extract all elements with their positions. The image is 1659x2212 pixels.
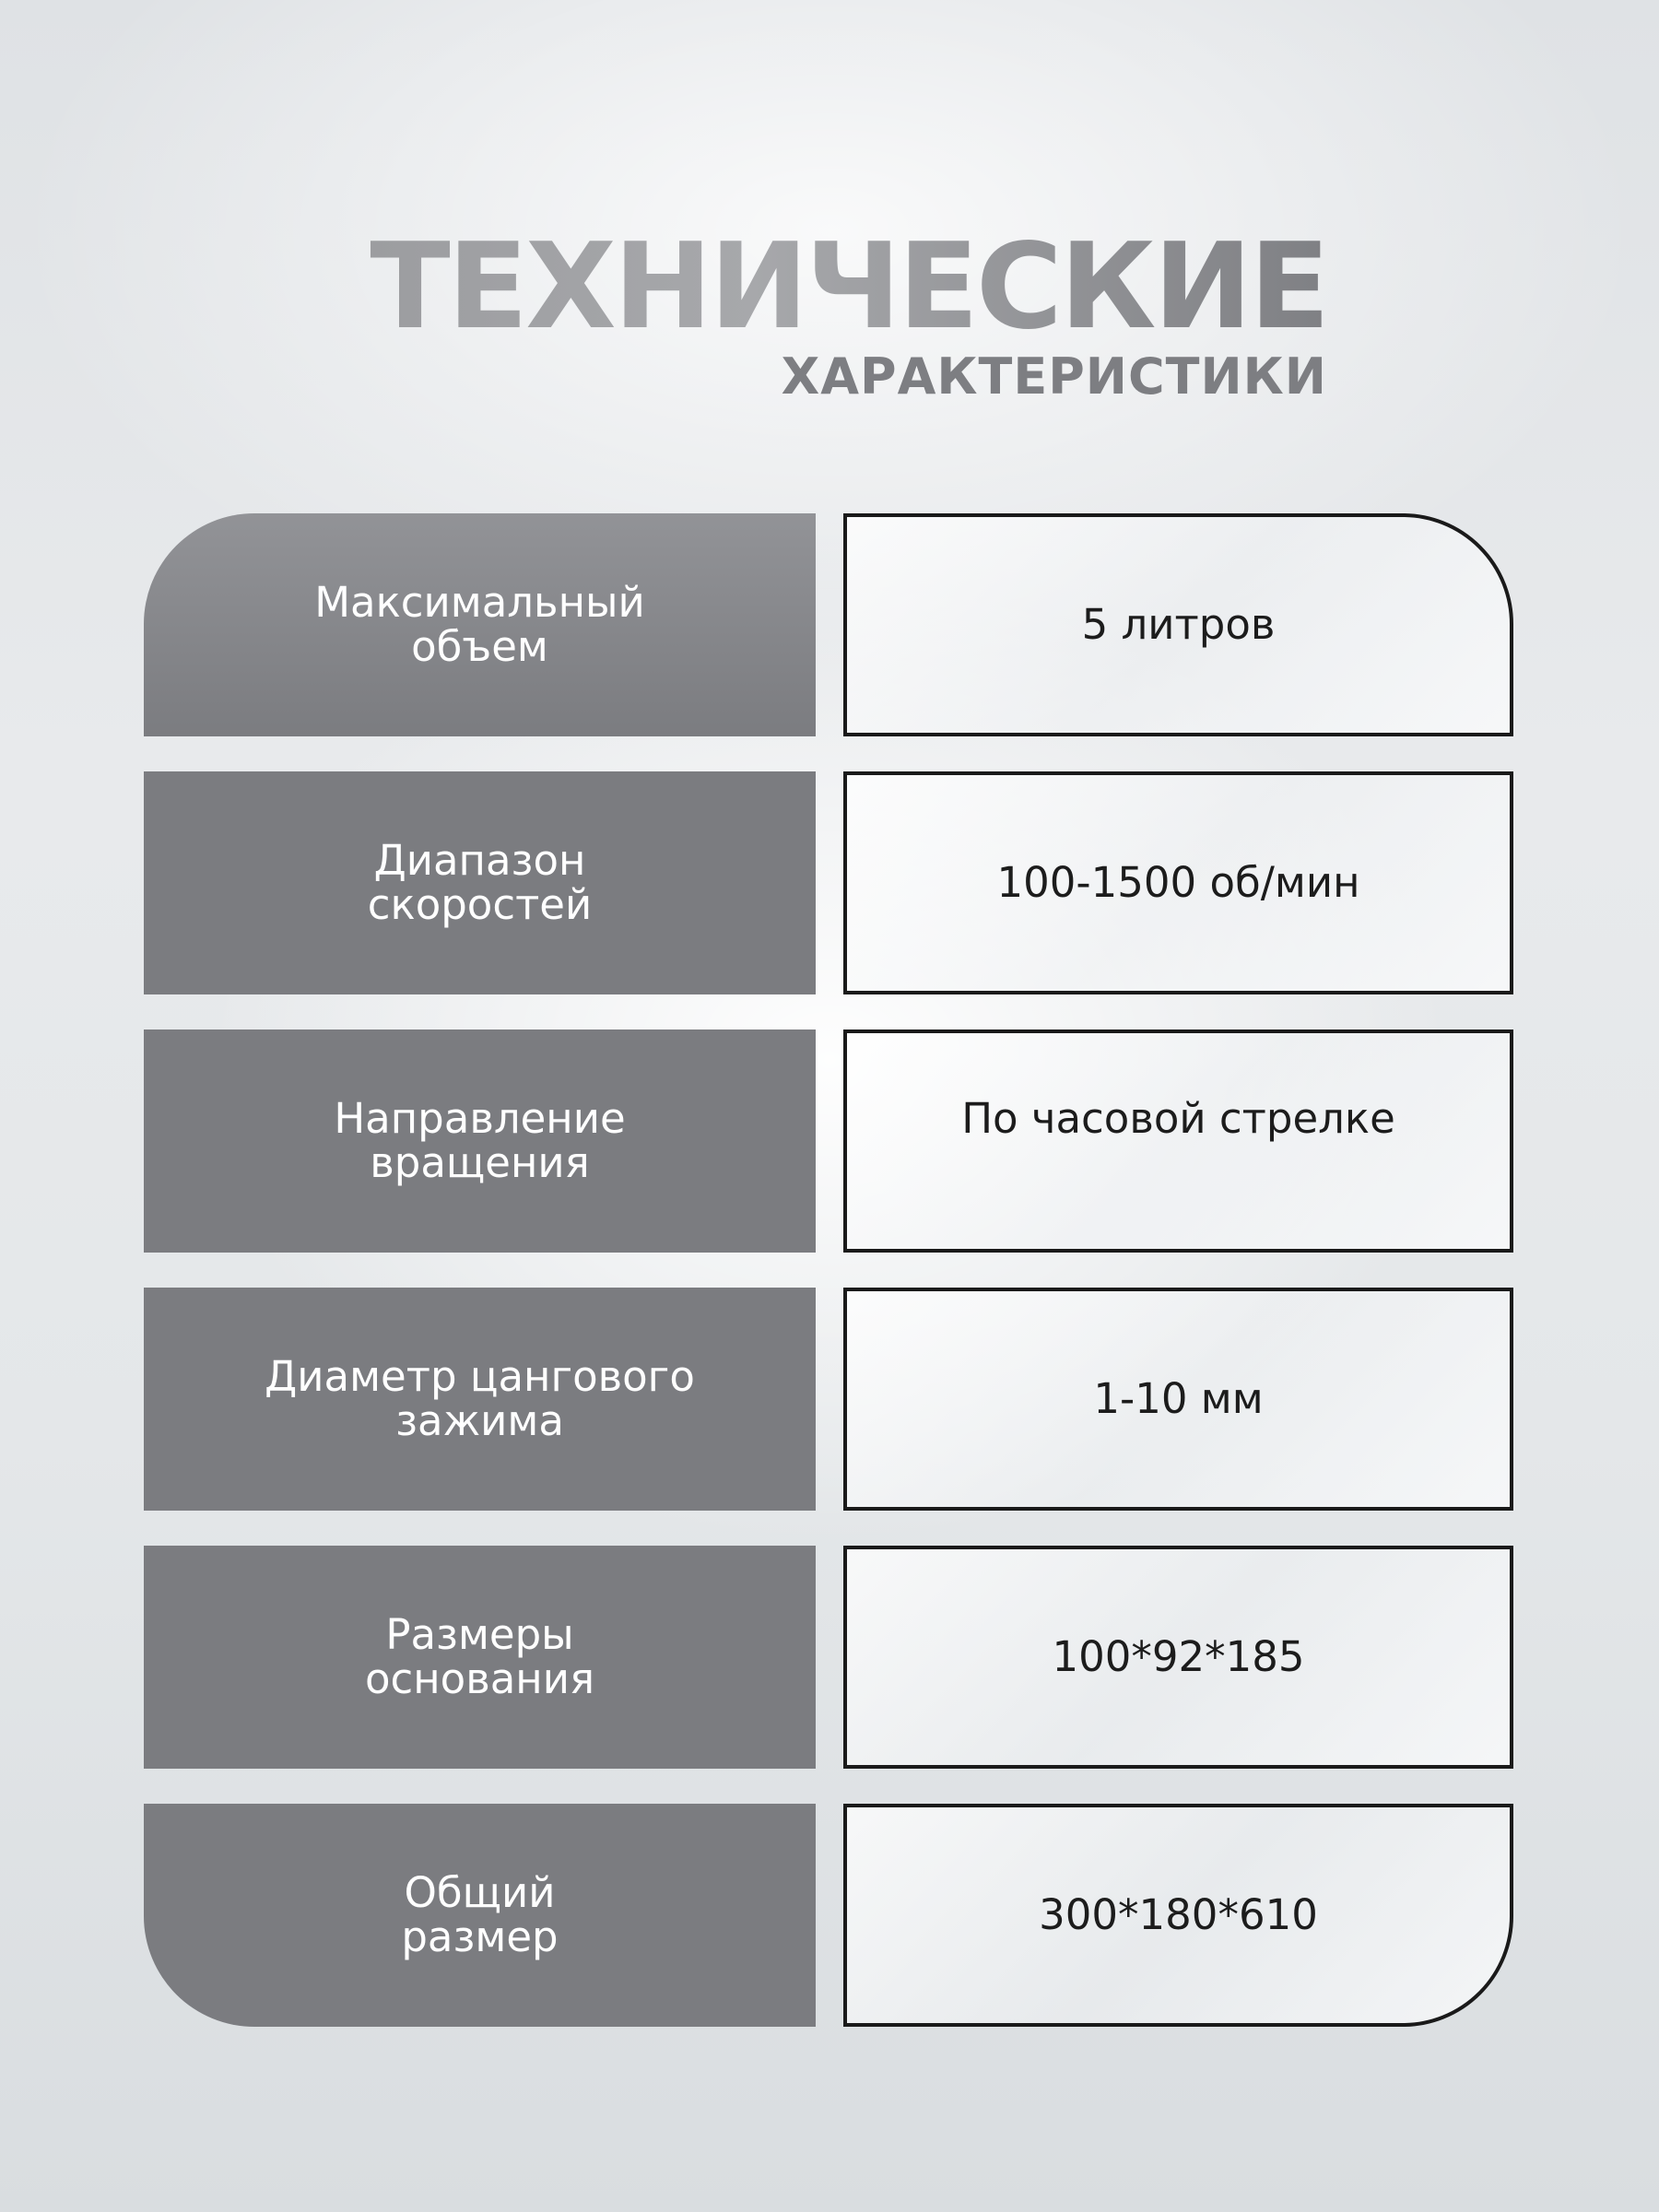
spec-value	[843, 771, 1513, 994]
spec-label: Размеры основания	[144, 1546, 816, 1769]
spec-label: Диаметр цангового зажима	[144, 1288, 816, 1511]
spec-row	[144, 1804, 1513, 2027]
spec-label: Диапазон скоростей	[144, 771, 816, 994]
spec-label: Максимальный объем	[144, 513, 816, 736]
spec-value-text: 5 литров	[1081, 600, 1276, 649]
spec-value	[843, 1030, 1513, 1253]
spec-value-text: 1-10 мм	[1093, 1374, 1264, 1423]
specs-table	[144, 513, 1513, 2027]
spec-row	[144, 771, 1513, 994]
title-main: ТЕХНИЧЕСКИЕ	[370, 218, 1327, 356]
spec-row	[144, 1546, 1513, 1769]
spec-value-text: 100*92*185	[1052, 1632, 1305, 1681]
spec-value	[843, 1546, 1513, 1769]
spec-value-text: По часовой стрелке	[961, 1094, 1395, 1143]
spec-label: Общий размер	[144, 1804, 816, 2027]
spec-value	[843, 1804, 1513, 2027]
spec-row	[144, 1288, 1513, 1511]
spec-value-text: 300*180*610	[1039, 1890, 1318, 1939]
page-title	[370, 218, 1327, 406]
spec-row	[144, 1030, 1513, 1253]
spec-value-text: 100-1500 об/мин	[996, 858, 1360, 907]
spec-value	[843, 1288, 1513, 1511]
spec-row	[144, 513, 1513, 736]
spec-label: Направление вращения	[144, 1030, 816, 1253]
title-sub: ХАРАКТЕРИСТИКИ	[781, 347, 1327, 406]
spec-value	[843, 513, 1513, 736]
